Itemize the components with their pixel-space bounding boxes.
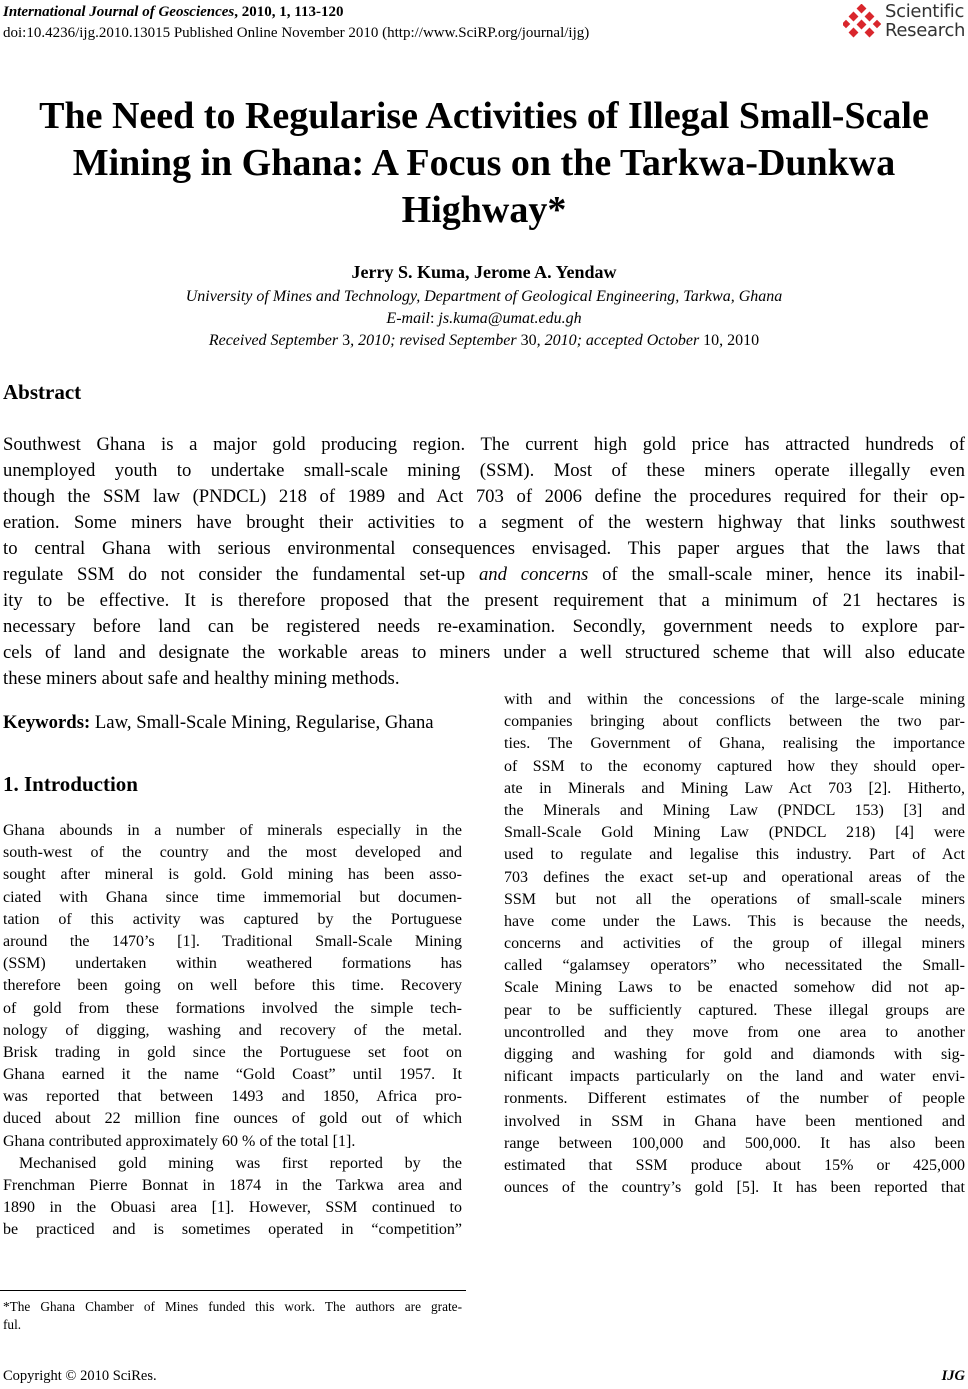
footnote-divider xyxy=(0,1290,466,1291)
keywords-label: Keywords: xyxy=(3,712,91,733)
body-line: nology of digging, washing and recovery of the metal. xyxy=(3,1021,462,1039)
body-line: be practiced and is sometimes operated in “competition” xyxy=(3,1221,462,1239)
body-line: nificant impacts particularly on the land and water envi- xyxy=(504,1068,965,1086)
section-heading-introduction: 1. Introduction xyxy=(3,772,138,796)
abstract-heading: Abstract xyxy=(3,380,82,404)
abstract-line: Southwest Ghana is a major gold producing region. The current high gold price has attracted hundreds of xyxy=(3,434,965,455)
journal-volume-pages: , 2010, 1, 113-120 xyxy=(234,4,344,20)
body-line: Ghana contributed approximately 60 % of the total [1]. xyxy=(3,1132,356,1150)
body-line: Ghana abounds in a number of minerals especially in the xyxy=(3,822,462,839)
body-line: Brisk trading in gold since the Portuguese set foot on xyxy=(3,1043,462,1061)
publisher-logo xyxy=(843,2,966,42)
abstract-line: though the SSM law (PNDCL) 218 of 1989 and Act 703 of 2006 define the procedures required for their op- xyxy=(3,486,965,507)
email-link[interactable]: js.kuma@umat.edu.gh xyxy=(438,310,582,327)
doi-line: doi:10.4236/ijg.2010.13015 Published Online November 2010 (http://www.SciRP.org/journal/ijg) xyxy=(3,25,590,41)
body-line: uncontrolled and they move from one area to another xyxy=(504,1023,965,1041)
body-line: was reported that between 1493 and 1850, Africa pro- xyxy=(3,1088,462,1106)
affiliation-block xyxy=(0,286,968,352)
footnote xyxy=(3,1298,462,1333)
affiliation: University of Mines and Technology, Department of Geological Engineering, Tarkwa, Ghana xyxy=(185,288,783,305)
body-line: have come under the Laws. This is because the needs, xyxy=(504,912,965,930)
body-line: south-west of the country and the most developed and xyxy=(3,844,462,862)
body-line: companies bringing about conflicts between the two par- xyxy=(504,713,965,731)
abstract-line: eration. Some miners have brought their activities to a segment of the western highway that links southwest xyxy=(3,512,965,533)
body-line: ciated with Ghana since time immemorial but documen- xyxy=(3,888,462,906)
body-line: Mechanised gold mining was first reported by the xyxy=(19,1154,462,1172)
body-line: concerns and activities of the group of illegal miners xyxy=(504,935,965,953)
footnote-line: ful. xyxy=(3,1316,22,1332)
body-column-right xyxy=(504,689,965,1199)
abstract-line: necessary before land can be registered needs re-examination. Secondly, government needs to explore par- xyxy=(3,616,965,637)
body-line: Small-Scale Gold Mining Law (PNDCL 218) [4] were xyxy=(504,824,965,842)
keywords xyxy=(3,710,434,736)
abstract-text xyxy=(3,432,965,692)
body-line: Scale Mining Laws to be enacted somehow did not ap- xyxy=(504,979,965,997)
body-line: with and within the concessions of the large-scale mining xyxy=(504,691,965,708)
body-line: digging and washing for gold and diamonds with sig- xyxy=(504,1046,965,1063)
body-line: sought after mineral is gold. Gold mining has been asso- xyxy=(3,866,462,884)
body-line: 703 defines the exact set-up and operational areas of the xyxy=(504,868,965,886)
body-line: Ghana earned it the name “Gold Coast” until 1957. It xyxy=(3,1066,462,1084)
body-line: of SSM to the economy captured how they should oper- xyxy=(504,757,965,775)
body-line: ties. The Government of Ghana, realising the importance xyxy=(504,735,965,753)
body-column-left xyxy=(3,820,462,1242)
journal-name: International Journal of Geosciences xyxy=(3,4,235,20)
abstract-line: regulate SSM do not consider the fundamental set-up and concerns of the small-scale miner, hence its inabil- xyxy=(3,564,965,585)
abstract-line: to central Ghana with serious environmental consequences envisaged. This paper argues that the laws that xyxy=(3,538,965,559)
copyright-footer: Copyright © 2010 SciRes. xyxy=(3,1368,157,1384)
body-line: ounces of the country’s gold [5]. It has been reported that xyxy=(504,1179,965,1197)
abstract-line: ity to be effective. It is therefore proposed that the present requirement that a minimum of 21 hectares is xyxy=(3,590,965,611)
body-line: the Minerals and Mining Law (PNDCL 153) [3] and xyxy=(504,801,965,819)
abstract-line: cels of land and designate the workable areas to miners under a well structured scheme that will also educate xyxy=(3,642,965,663)
body-line: duced about 22 million fine ounces of gold out of which xyxy=(3,1110,462,1128)
journal-citation xyxy=(3,3,343,21)
body-line: ate in Minerals and Mining Law Act 703 [2]. Hitherto, xyxy=(504,779,965,797)
body-line: SSM but not all the operations of small-scale miners xyxy=(504,890,965,908)
body-line: pear to be sufficiently captured. These illegal groups are xyxy=(504,1001,965,1019)
abstract-line: these miners about safe and healthy mining methods. xyxy=(3,668,400,689)
publisher-logo-icon xyxy=(843,4,881,40)
body-line: range between 100,000 and 500,000. It has also been xyxy=(504,1134,965,1152)
paper-title: The Need to Regularise Activities of Illegal Small-Scale Mining in Ghana: A Focus on the Tarkwa-Dunkwa Highway* xyxy=(39,95,929,231)
body-line: therefore been going on well before this time. Recovery xyxy=(3,977,462,995)
body-line: used to regulate and legalise this industry. Part of Act xyxy=(504,846,965,864)
body-line: called “galamsey operators” who necessitated the Small- xyxy=(504,957,965,975)
body-line: estimated that SSM produce about 15% or 425,000 xyxy=(504,1156,965,1174)
body-line: (SSM) undertaken within weathered formations has xyxy=(3,955,462,973)
body-line: involved in SSM in Ghana have been mentioned and xyxy=(504,1112,965,1130)
journal-abbreviation: IJG xyxy=(941,1368,965,1384)
body-line: tation of this activity was captured by the Portuguese xyxy=(3,910,462,928)
body-line: ronments. Different estimates of the number of people xyxy=(504,1090,965,1108)
body-line: around the 1470’s [1]. Traditional Small-Scale Mining xyxy=(3,932,462,950)
abstract-line: unemployed youth to undertake small-scale mining (SSM). Most of these miners operate illegally even xyxy=(3,460,965,481)
body-line: 1890 in the Obuasi area [1]. However, SSM continued to xyxy=(3,1199,462,1217)
email-line: E-mail: js.kuma@umat.edu.gh xyxy=(386,310,582,327)
body-line: Frenchman Pierre Bonnat in 1874 in the Tarkwa area and xyxy=(3,1177,462,1194)
keywords-text: Law, Small-Scale Mining, Regularise, Ghana xyxy=(90,712,434,733)
date-line: Received September 3, 2010; revised September 30, 2010; accepted October 10, 2010 xyxy=(208,332,760,349)
footnote-line: *The Ghana Chamber of Mines funded this work. The authors are grate- xyxy=(3,1299,462,1314)
body-line: of gold from these formations involved the simple tech- xyxy=(3,999,462,1017)
author-list: Jerry S. Kuma, Jerome A. Yendaw xyxy=(351,262,617,282)
publisher-logo-text: Scientific Research xyxy=(885,1,966,41)
